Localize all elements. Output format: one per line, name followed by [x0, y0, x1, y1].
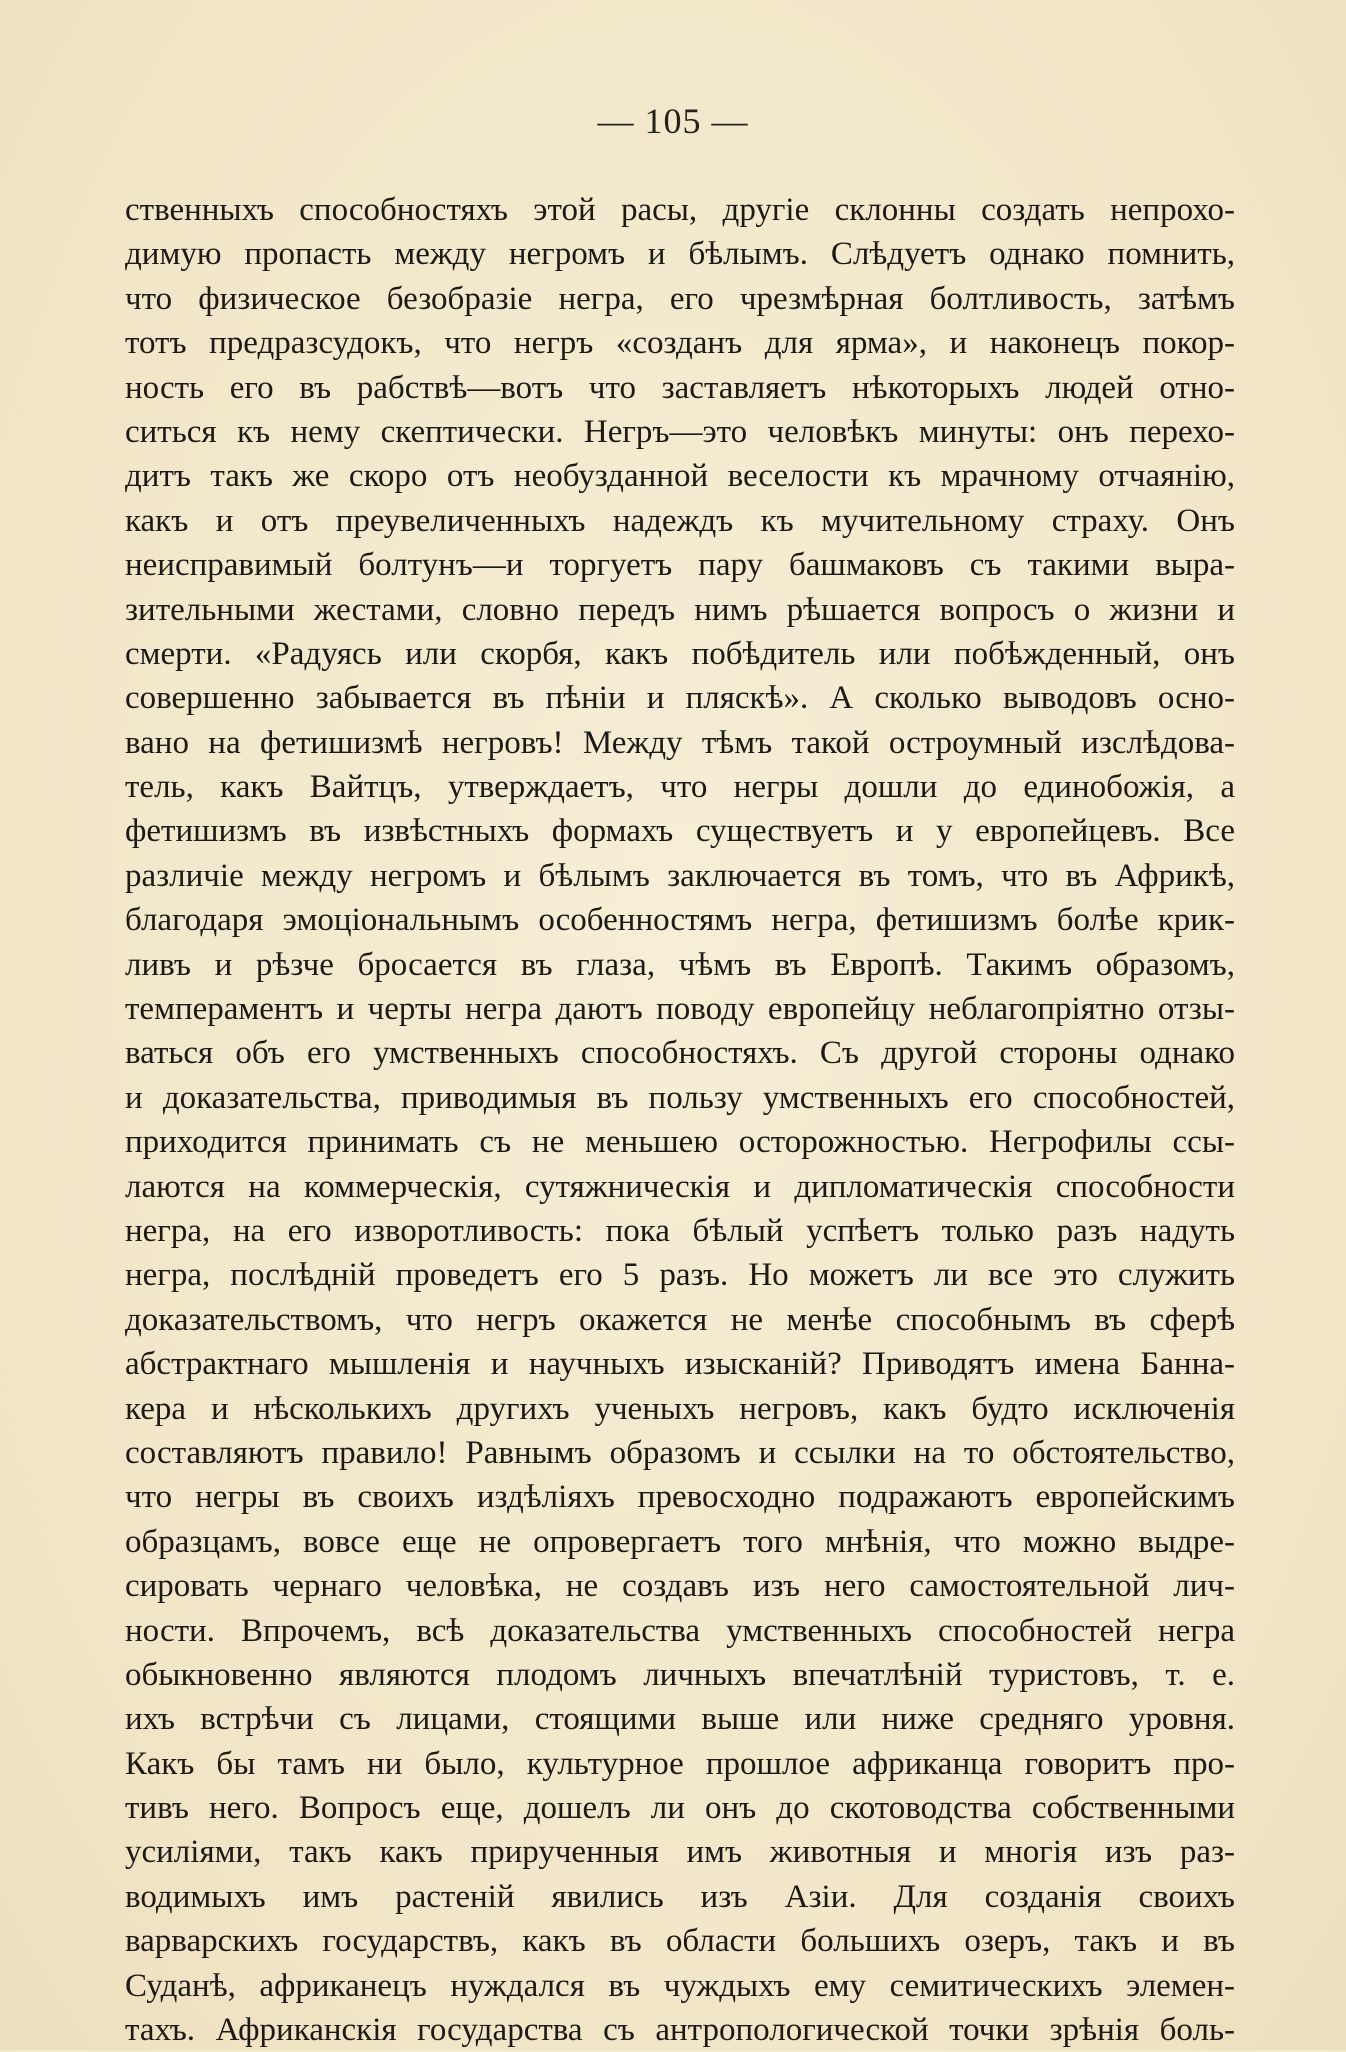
text-line: лаются на коммерческія, сутяжническія и дипломатическія способности — [125, 1168, 1235, 1205]
text-line: смерти. «Радуясь или скорбя, какъ побѣдитель или побѣжденный, онъ — [125, 635, 1235, 672]
text-line: вано на фетишизмѣ негровъ! Между тѣмъ такой остроумный изслѣдова- — [125, 724, 1235, 761]
text-line: ихъ встрѣчи съ лицами, стоящими выше или ниже средняго уровня. — [125, 1701, 1235, 1738]
text-line: фетишизмъ въ извѣстныхъ формахъ существуетъ и у европейцевъ. Все — [125, 813, 1235, 850]
text-line: варварскихъ государствъ, какъ въ области большихъ озеръ, такъ и въ — [125, 1923, 1235, 1960]
text-line: дитъ такъ же скоро отъ необузданной веселости къ мрачному отчаянію, — [125, 458, 1235, 495]
text-line: благодаря эмоціональнымъ особенностямъ негра, фетишизмъ болѣе крик- — [125, 902, 1235, 939]
text-line: доказательствомъ, что негръ окажется не менѣе способнымъ въ сферѣ — [125, 1301, 1235, 1338]
text-line: какъ и отъ преувеличенныхъ надеждъ къ мучительному страху. Онъ — [125, 502, 1235, 539]
text-line: приходится принимать съ не меньшею осторожностью. Негрофилы ссы- — [125, 1124, 1235, 1161]
text-line: что физическое безобразіе негра, его чрезмѣрная болтливость, затѣмъ — [125, 280, 1235, 317]
body-text — [125, 188, 1235, 2052]
text-line: ливъ и рѣзче бросается въ глаза, чѣмъ въ Европѣ. Такимъ образомъ, — [125, 946, 1235, 983]
text-line: обыкновенно являются плодомъ личныхъ впечатлѣній туристовъ, т. е. — [125, 1656, 1235, 1693]
text-line: Какъ бы тамъ ни было, культурное прошлое африканца говоритъ про- — [125, 1745, 1235, 1782]
text-line: и доказательства, приводимыя въ пользу умственныхъ его способностей, — [125, 1079, 1235, 1116]
text-line: ственныхъ способностяхъ этой расы, другіе склонны создать непрохо- — [125, 192, 1235, 228]
text-line: тель, какъ Вайтцъ, утверждаетъ, что негры дошли до единобожія, а — [125, 769, 1235, 806]
text-line: различіе между негромъ и бѣлымъ заключается въ томъ, что въ Африкѣ, — [125, 857, 1235, 894]
text-line: ваться объ его умственныхъ способностяхъ. Съ другой стороны однако — [125, 1035, 1235, 1072]
text-line: ность его въ рабствѣ—вотъ что заставляетъ нѣкоторыхъ людей отно- — [125, 369, 1235, 406]
text-line: негра, послѣдній проведетъ его 5 разъ. Но можетъ ли все это служить — [125, 1257, 1235, 1294]
text-line: ности. Впрочемъ, всѣ доказательства умственныхъ способностей негра — [125, 1612, 1235, 1649]
text-line: водимыхъ имъ растеній явились изъ Азіи. Для созданія своихъ — [125, 1878, 1235, 1915]
text-line: Суданѣ, африканецъ нуждался въ чуждыхъ ему семитическихъ элемен- — [125, 1967, 1235, 2004]
text-line: тивъ него. Вопросъ еще, дошелъ ли онъ до скотоводства собственными — [125, 1790, 1235, 1827]
text-line: что негры въ своихъ издѣліяхъ превосходно подражаютъ европейскимъ — [125, 1479, 1235, 1516]
text-line: абстрактнаго мышленія и научныхъ изысканій? Приводятъ имена Банна- — [125, 1346, 1235, 1383]
text-line: темпераментъ и черты негра даютъ поводу европейцу неблагопріятно отзы- — [125, 991, 1235, 1028]
text-line: составляютъ правило! Равнымъ образомъ и ссылки на то обстоятельство, — [125, 1434, 1235, 1471]
text-line: тотъ предразсудокъ, что негръ «созданъ для ярма», и наконецъ покор- — [125, 325, 1235, 362]
text-line: кера и нѣсколькихъ другихъ ученыхъ негровъ, какъ будто исключенія — [125, 1390, 1235, 1427]
text-line: димую пропасть между негромъ и бѣлымъ. Слѣдуетъ однако помнить, — [125, 236, 1235, 273]
text-line: зительными жестами, словно передъ нимъ рѣшается вопросъ о жизни и — [125, 591, 1235, 628]
text-line: негра, на его изворотливость: пока бѣлый успѣетъ только разъ надуть — [125, 1212, 1235, 1249]
text-line: сировать чернаго человѣка, не создавъ изъ него самостоятельной лич- — [125, 1568, 1235, 1605]
text-line: усиліями, такъ какъ прирученныя имъ животныя и многія изъ раз- — [125, 1834, 1235, 1871]
text-line: ситься къ нему скептически. Негръ—это человѣкъ минуты: онъ перехо- — [125, 413, 1235, 450]
text-line: неисправимый болтунъ—и торгуетъ пару башмаковъ съ такими выра- — [125, 547, 1235, 584]
page-number-header: — 105 — — [597, 101, 749, 141]
text-line: совершенно забывается въ пѣніи и пляскѣ». А сколько выводовъ осно- — [125, 680, 1235, 717]
text-line: образцамъ, вовсе еще не опровергаетъ того мнѣнія, что можно выдре- — [125, 1523, 1235, 1560]
text-line: тахъ. Африканскія государства съ антропологической точки зрѣнія боль- — [125, 2012, 1235, 2049]
